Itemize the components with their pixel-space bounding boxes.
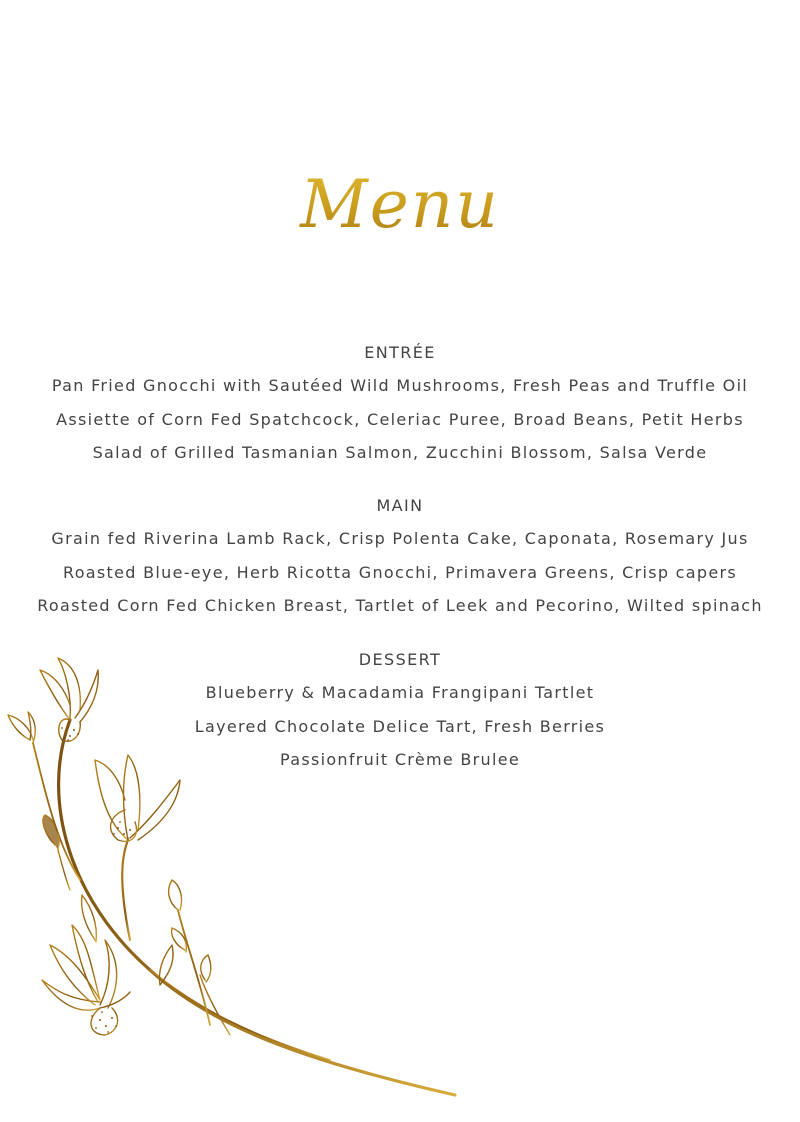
menu-item: Passionfruit Crème Brulee bbox=[279, 750, 521, 769]
menu-item: Roasted Corn Fed Chicken Breast, Tartlet of Leek and Pecorino, Wilted spinach bbox=[37, 596, 763, 615]
menu-item: Layered Chocolate Delice Tart, Fresh Berries bbox=[194, 716, 606, 736]
entree-section bbox=[0, 336, 800, 470]
menu-item: Pan Fried Gnocchi with Sautéed Wild Mushrooms, Fresh Peas and Truffle Oil bbox=[51, 376, 749, 395]
menu-item: Assiette of Corn Fed Spatchcock, Celeriac Puree, Broad Beans, Petit Herbs bbox=[56, 409, 744, 429]
dessert-section bbox=[0, 643, 800, 777]
menu-title: Menu bbox=[0, 150, 800, 260]
menu-item: Salad of Grilled Tasmanian Salmon, Zucchini Blossom, Salsa Verde bbox=[92, 443, 708, 462]
section-heading-main: MAIN bbox=[376, 496, 424, 515]
menu-item: Blueberry & Macadamia Frangipani Tartlet bbox=[205, 683, 595, 702]
section-heading-entree: ENTRÉE bbox=[364, 343, 436, 362]
section-heading-dessert: DESSERT bbox=[358, 650, 442, 669]
menu-item: Roasted Blue-eye, Herb Ricotta Gnocchi, Primavera Greens, Crisp capers bbox=[63, 562, 737, 582]
menu-item: Grain fed Riverina Lamb Rack, Crisp Polenta Cake, Caponata, Rosemary Jus bbox=[51, 529, 749, 548]
main-section bbox=[0, 489, 800, 623]
